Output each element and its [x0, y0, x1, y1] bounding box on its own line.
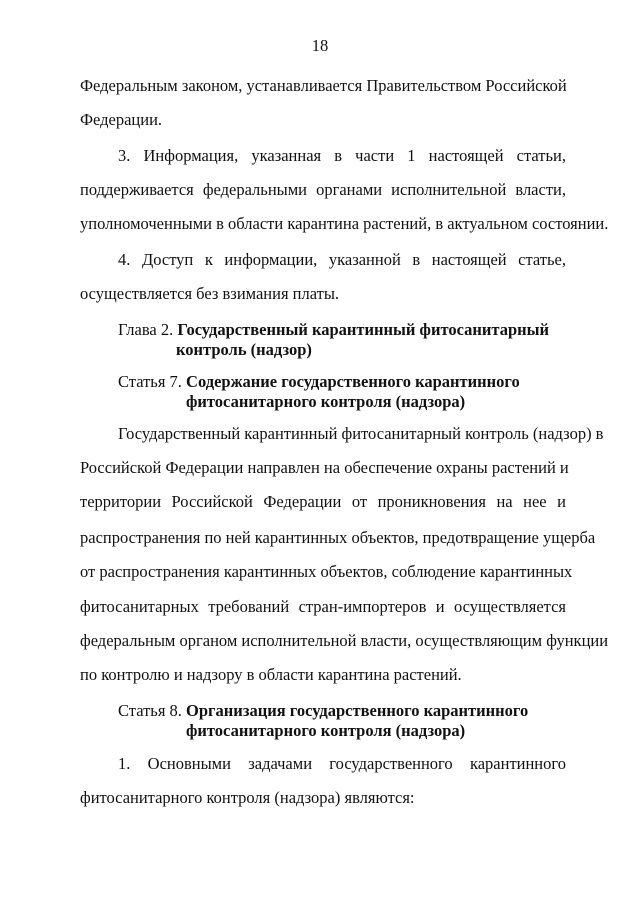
text-line: территории Российской Федерации от проникновения на нее и — [80, 492, 566, 511]
text-line: поддерживается федеральными органами исполнительной власти, — [80, 180, 566, 199]
text-line: Российской Федерации направлен на обеспечение охраны растений и — [80, 458, 569, 477]
article-7-paragraph-start: Государственный карантинный фитосанитарный контроль (надзор) в — [118, 424, 604, 443]
text-line: уполномоченными в области карантина растений, в актуальном состоянии. — [80, 214, 609, 233]
text-line: фитосанитарных требований стран-импортеров и осуществляется — [80, 597, 566, 616]
chapter-label: Глава 2. — [118, 320, 174, 339]
text-line: по контролю и надзору в области карантина растений. — [80, 665, 462, 684]
text-line: Федеральным законом, устанавливается Правительством Российской — [80, 76, 567, 95]
chapter-2-heading — [118, 320, 550, 359]
article-title: Содержание государственного карантинного — [186, 372, 520, 391]
article-8-paragraph-start: 1. Основными задачами государственного карантинного — [118, 754, 566, 773]
article-8-heading — [118, 701, 529, 740]
text-line: распространения по ней карантинных объектов, предотвращение ущерба — [80, 528, 596, 547]
paragraph-3-start: 3. Информация, указанная в части 1 настоящей статьи, — [118, 146, 566, 165]
chapter-title-cont: контроль (надзор) — [176, 340, 312, 359]
article-title-cont: фитосанитарного контроля (надзора) — [186, 721, 466, 740]
chapter-title: Государственный карантинный фитосанитарный — [177, 320, 550, 339]
text-line: Федерации. — [80, 110, 163, 129]
article-title: Организация государственного карантинного — [186, 701, 529, 720]
page-number: 18 — [311, 36, 329, 55]
article-label: Статья 8. — [118, 701, 182, 720]
text-line: фитосанитарного контроля (надзора) являются: — [80, 788, 415, 807]
article-title-cont: фитосанитарного контроля (надзора) — [186, 392, 466, 411]
paragraph-4-start: 4. Доступ к информации, указанной в настоящей статье, — [118, 250, 566, 269]
text-line: от распространения карантинных объектов, соблюдение карантинных — [80, 562, 573, 581]
article-7-heading — [118, 372, 520, 411]
text-line: федеральным органом исполнительной власти, осуществляющим функции — [80, 631, 609, 650]
text-line: осуществляется без взимания платы. — [80, 284, 340, 303]
article-label: Статья 7. — [118, 372, 182, 391]
